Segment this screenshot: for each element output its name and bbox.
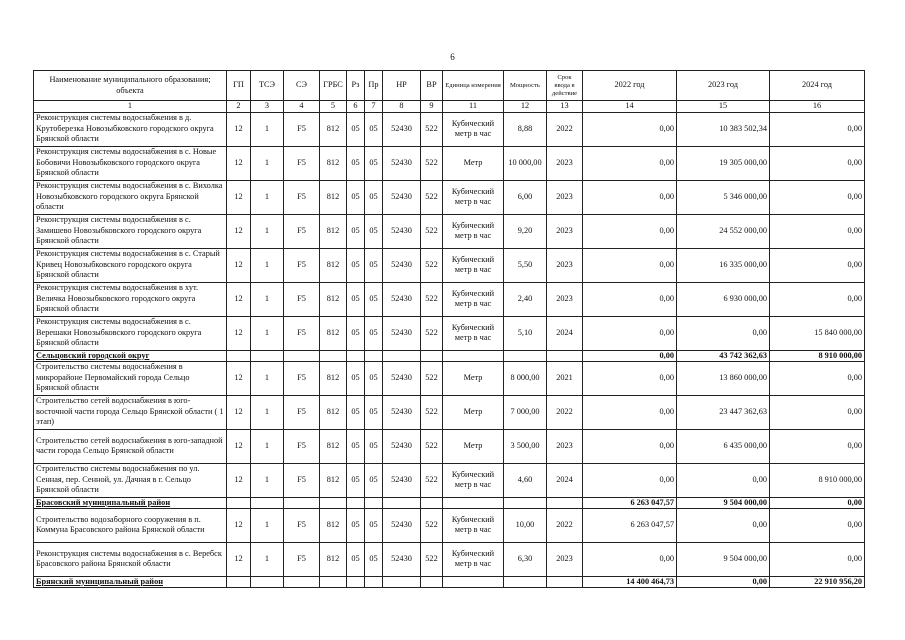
cell-grbs: 812 xyxy=(320,146,347,180)
empty-cell xyxy=(547,576,583,587)
table-row xyxy=(34,282,865,316)
cell-se: F5 xyxy=(284,361,320,395)
cell-2024: 8 910 000,00 xyxy=(770,463,865,497)
row-name: Реконструкция системы водоснабжения в с. Веребск Брасовского района Брянской области xyxy=(34,542,227,576)
cell-nr: 52430 xyxy=(383,146,421,180)
cell-grbs: 812 xyxy=(320,395,347,429)
empty-cell xyxy=(383,497,421,508)
cell-2023: 0,00 xyxy=(677,316,770,350)
cell-unit: Кубический метр в час xyxy=(443,112,504,146)
cell-nr: 52430 xyxy=(383,361,421,395)
empty-cell xyxy=(284,497,320,508)
cell-nr: 52430 xyxy=(383,180,421,214)
header-row xyxy=(34,71,865,101)
cell-power: 4,60 xyxy=(504,463,547,497)
cell-rz: 05 xyxy=(347,180,365,214)
col-num: 12 xyxy=(504,101,547,113)
cell-unit: Метр xyxy=(443,146,504,180)
col-num: 6 xyxy=(347,101,365,113)
cell-tse: 1 xyxy=(251,463,284,497)
cell-power: 7 000,00 xyxy=(504,395,547,429)
cell-power: 5,50 xyxy=(504,248,547,282)
cell-2024: 0,00 xyxy=(770,146,865,180)
cell-gp: 12 xyxy=(227,112,251,146)
cell-tse: 1 xyxy=(251,112,284,146)
cell-unit: Кубический метр в час xyxy=(443,214,504,248)
cell-2022: 0,00 xyxy=(583,395,677,429)
empty-cell xyxy=(347,576,365,587)
cell-grbs: 812 xyxy=(320,508,347,542)
empty-cell xyxy=(547,497,583,508)
cell-2022: 0,00 xyxy=(583,112,677,146)
col-num: 8 xyxy=(383,101,421,113)
cell-year: 2024 xyxy=(547,463,583,497)
cell-grbs: 812 xyxy=(320,316,347,350)
cell-gp: 12 xyxy=(227,508,251,542)
group-total-2022: 6 263 047,57 xyxy=(583,497,677,508)
table-row xyxy=(34,112,865,146)
cell-2024: 0,00 xyxy=(770,508,865,542)
row-name: Реконструкция системы водоснабжения в с. Замишево Новозыбковского городского округа Брянской области xyxy=(34,214,227,248)
empty-cell xyxy=(504,497,547,508)
empty-cell xyxy=(443,497,504,508)
col-num: 4 xyxy=(284,101,320,113)
header-se: СЭ xyxy=(284,71,320,101)
cell-rz: 05 xyxy=(347,248,365,282)
cell-vr: 522 xyxy=(421,180,443,214)
cell-year: 2022 xyxy=(547,508,583,542)
header-unit: Единица измерения xyxy=(443,71,504,101)
cell-tse: 1 xyxy=(251,429,284,463)
cell-gp: 12 xyxy=(227,429,251,463)
cell-power: 3 500,00 xyxy=(504,429,547,463)
cell-unit: Кубический метр в час xyxy=(443,542,504,576)
cell-se: F5 xyxy=(284,282,320,316)
cell-tse: 1 xyxy=(251,146,284,180)
cell-nr: 52430 xyxy=(383,395,421,429)
cell-pr: 05 xyxy=(365,429,383,463)
cell-grbs: 812 xyxy=(320,361,347,395)
cell-vr: 522 xyxy=(421,248,443,282)
cell-year: 2023 xyxy=(547,542,583,576)
cell-tse: 1 xyxy=(251,180,284,214)
group-total-2023: 43 742 362,63 xyxy=(677,350,770,361)
empty-cell xyxy=(383,350,421,361)
empty-cell xyxy=(347,497,365,508)
header-2024: 2024 год xyxy=(770,71,865,101)
cell-unit: Кубический метр в час xyxy=(443,463,504,497)
cell-2022: 0,00 xyxy=(583,316,677,350)
cell-vr: 522 xyxy=(421,112,443,146)
empty-cell xyxy=(251,350,284,361)
col-num: 2 xyxy=(227,101,251,113)
table-row xyxy=(34,214,865,248)
cell-2023: 9 504 000,00 xyxy=(677,542,770,576)
cell-2024: 15 840 000,00 xyxy=(770,316,865,350)
table-row xyxy=(34,542,865,576)
cell-nr: 52430 xyxy=(383,429,421,463)
cell-rz: 05 xyxy=(347,542,365,576)
cell-year: 2022 xyxy=(547,112,583,146)
cell-2022: 0,00 xyxy=(583,180,677,214)
table-row xyxy=(34,180,865,214)
cell-2023: 19 305 000,00 xyxy=(677,146,770,180)
header-name: Наименование муниципального образования; объекта xyxy=(34,71,227,101)
cell-se: F5 xyxy=(284,112,320,146)
group-name: Сельцовский городской округ xyxy=(34,350,227,361)
group-total-2024: 22 910 956,20 xyxy=(770,576,865,587)
header-power: Мощность xyxy=(504,71,547,101)
cell-se: F5 xyxy=(284,508,320,542)
cell-se: F5 xyxy=(284,395,320,429)
cell-vr: 522 xyxy=(421,395,443,429)
header-gp: ГП xyxy=(227,71,251,101)
cell-grbs: 812 xyxy=(320,542,347,576)
cell-rz: 05 xyxy=(347,112,365,146)
cell-2023: 6 435 000,00 xyxy=(677,429,770,463)
cell-grbs: 812 xyxy=(320,214,347,248)
cell-pr: 05 xyxy=(365,146,383,180)
cell-nr: 52430 xyxy=(383,508,421,542)
header-tse: ТСЭ xyxy=(251,71,284,101)
col-num: 15 xyxy=(677,101,770,113)
cell-se: F5 xyxy=(284,146,320,180)
header-nr: НР xyxy=(383,71,421,101)
cell-se: F5 xyxy=(284,542,320,576)
cell-unit: Кубический метр в час xyxy=(443,282,504,316)
cell-year: 2023 xyxy=(547,282,583,316)
cell-year: 2023 xyxy=(547,429,583,463)
cell-rz: 05 xyxy=(347,361,365,395)
cell-2024: 0,00 xyxy=(770,542,865,576)
cell-rz: 05 xyxy=(347,395,365,429)
cell-2023: 5 346 000,00 xyxy=(677,180,770,214)
empty-cell xyxy=(421,497,443,508)
cell-gp: 12 xyxy=(227,542,251,576)
cell-se: F5 xyxy=(284,180,320,214)
row-name: Строительство сетей водоснабжения в юго-западной части города Сельцо Брянской области xyxy=(34,429,227,463)
cell-vr: 522 xyxy=(421,361,443,395)
col-num: 9 xyxy=(421,101,443,113)
cell-power: 8 000,00 xyxy=(504,361,547,395)
header-year: Срок ввода в действие xyxy=(547,71,583,101)
cell-pr: 05 xyxy=(365,282,383,316)
cell-gp: 12 xyxy=(227,463,251,497)
cell-year: 2023 xyxy=(547,248,583,282)
group-total-2024: 0,00 xyxy=(770,497,865,508)
cell-pr: 05 xyxy=(365,508,383,542)
cell-unit: Метр xyxy=(443,395,504,429)
cell-2022: 0,00 xyxy=(583,146,677,180)
cell-2022: 6 263 047,57 xyxy=(583,508,677,542)
cell-unit: Кубический метр в час xyxy=(443,508,504,542)
cell-se: F5 xyxy=(284,463,320,497)
group-name: Брасовский муниципальный район xyxy=(34,497,227,508)
cell-nr: 52430 xyxy=(383,214,421,248)
cell-year: 2023 xyxy=(547,180,583,214)
row-name: Строительство водозаборного сооружения в п. Коммуна Брасовского района Брянской области xyxy=(34,508,227,542)
cell-se: F5 xyxy=(284,316,320,350)
cell-unit: Кубический метр в час xyxy=(443,180,504,214)
cell-pr: 05 xyxy=(365,395,383,429)
cell-2023: 24 552 000,00 xyxy=(677,214,770,248)
row-name: Строительство системы водоснабжения в микрорайоне Первомайский города Сельцо Брянской области xyxy=(34,361,227,395)
cell-2024: 0,00 xyxy=(770,361,865,395)
empty-cell xyxy=(284,576,320,587)
table-row xyxy=(34,429,865,463)
empty-cell xyxy=(320,350,347,361)
row-name: Строительство сетей водоснабжения в юго-восточной части города Сельцо Брянской области ( 1 этап) xyxy=(34,395,227,429)
cell-gp: 12 xyxy=(227,146,251,180)
cell-2022: 0,00 xyxy=(583,214,677,248)
cell-pr: 05 xyxy=(365,214,383,248)
cell-tse: 1 xyxy=(251,316,284,350)
cell-2022: 0,00 xyxy=(583,429,677,463)
empty-cell xyxy=(504,350,547,361)
group-row xyxy=(34,497,865,508)
cell-rz: 05 xyxy=(347,146,365,180)
cell-power: 5,10 xyxy=(504,316,547,350)
row-name: Строительство системы водоснабжения по ул. Сенная, пер. Сенной, ул. Дачная в г. Сельцо Брянской области xyxy=(34,463,227,497)
cell-2022: 0,00 xyxy=(583,282,677,316)
col-num: 16 xyxy=(770,101,865,113)
header-pr: Пр xyxy=(365,71,383,101)
cell-2023: 23 447 362,63 xyxy=(677,395,770,429)
cell-power: 2,40 xyxy=(504,282,547,316)
empty-cell xyxy=(421,350,443,361)
empty-cell xyxy=(365,350,383,361)
cell-rz: 05 xyxy=(347,508,365,542)
cell-nr: 52430 xyxy=(383,463,421,497)
group-row xyxy=(34,350,865,361)
empty-cell xyxy=(365,497,383,508)
cell-2024: 0,00 xyxy=(770,282,865,316)
cell-2024: 0,00 xyxy=(770,180,865,214)
table-row xyxy=(34,316,865,350)
cell-tse: 1 xyxy=(251,361,284,395)
col-num: 13 xyxy=(547,101,583,113)
cell-nr: 52430 xyxy=(383,316,421,350)
cell-vr: 522 xyxy=(421,282,443,316)
table-row xyxy=(34,395,865,429)
empty-cell xyxy=(547,350,583,361)
group-total-2022: 14 400 464,73 xyxy=(583,576,677,587)
cell-2024: 0,00 xyxy=(770,248,865,282)
header-grbs: ГРБС xyxy=(320,71,347,101)
cell-2022: 0,00 xyxy=(583,542,677,576)
row-name: Реконструкция системы водоснабжения в с. Вихолка Новозыбковского городского округа Брянской области xyxy=(34,180,227,214)
row-name: Реконструкция системы водоснабжения в с. Верешаки Новозыбковского городского округа Брянской области xyxy=(34,316,227,350)
empty-cell xyxy=(227,497,251,508)
empty-cell xyxy=(284,350,320,361)
cell-power: 10 000,00 xyxy=(504,146,547,180)
cell-nr: 52430 xyxy=(383,282,421,316)
cell-nr: 52430 xyxy=(383,112,421,146)
cell-year: 2024 xyxy=(547,316,583,350)
cell-2023: 0,00 xyxy=(677,508,770,542)
cell-year: 2023 xyxy=(547,146,583,180)
header-vr: ВР xyxy=(421,71,443,101)
cell-pr: 05 xyxy=(365,361,383,395)
cell-gp: 12 xyxy=(227,395,251,429)
cell-pr: 05 xyxy=(365,463,383,497)
cell-pr: 05 xyxy=(365,542,383,576)
cell-unit: Кубический метр в час xyxy=(443,316,504,350)
empty-cell xyxy=(443,350,504,361)
empty-cell xyxy=(383,576,421,587)
cell-vr: 522 xyxy=(421,429,443,463)
table-row xyxy=(34,463,865,497)
cell-vr: 522 xyxy=(421,214,443,248)
col-num: 5 xyxy=(320,101,347,113)
table-row xyxy=(34,146,865,180)
group-total-2024: 8 910 000,00 xyxy=(770,350,865,361)
cell-pr: 05 xyxy=(365,248,383,282)
cell-tse: 1 xyxy=(251,282,284,316)
cell-gp: 12 xyxy=(227,316,251,350)
cell-gp: 12 xyxy=(227,214,251,248)
empty-cell xyxy=(227,350,251,361)
cell-2022: 0,00 xyxy=(583,361,677,395)
row-name: Реконструкция системы водоснабжения в с. Новые Бобовичи Новозыбковского городского округа Брянской области xyxy=(34,146,227,180)
cell-rz: 05 xyxy=(347,282,365,316)
header-2022: 2022 год xyxy=(583,71,677,101)
cell-2024: 0,00 xyxy=(770,112,865,146)
cell-year: 2021 xyxy=(547,361,583,395)
cell-2022: 0,00 xyxy=(583,463,677,497)
group-total-2023: 9 504 000,00 xyxy=(677,497,770,508)
cell-2023: 10 383 502,34 xyxy=(677,112,770,146)
cell-pr: 05 xyxy=(365,112,383,146)
cell-grbs: 812 xyxy=(320,112,347,146)
cell-power: 6,00 xyxy=(504,180,547,214)
row-name: Реконструкция системы водоснабжения в д. Крутоберезка Новозыбковского городского округа Брянской области xyxy=(34,112,227,146)
group-row xyxy=(34,576,865,587)
empty-cell xyxy=(365,576,383,587)
cell-se: F5 xyxy=(284,248,320,282)
group-total-2022: 0,00 xyxy=(583,350,677,361)
cell-grbs: 812 xyxy=(320,429,347,463)
empty-cell xyxy=(443,576,504,587)
cell-gp: 12 xyxy=(227,361,251,395)
cell-rz: 05 xyxy=(347,463,365,497)
row-name: Реконструкция системы водоснабжения в хут. Величка Новозыбковского городского округа Брянской области xyxy=(34,282,227,316)
cell-grbs: 812 xyxy=(320,180,347,214)
cell-rz: 05 xyxy=(347,429,365,463)
group-name: Брянский муниципальный район xyxy=(34,576,227,587)
cell-rz: 05 xyxy=(347,214,365,248)
cell-unit: Метр xyxy=(443,429,504,463)
cell-tse: 1 xyxy=(251,542,284,576)
page-number: 6 xyxy=(450,52,455,62)
cell-pr: 05 xyxy=(365,180,383,214)
cell-se: F5 xyxy=(284,214,320,248)
empty-cell xyxy=(347,350,365,361)
column-number-row xyxy=(34,101,865,113)
cell-power: 10,00 xyxy=(504,508,547,542)
cell-tse: 1 xyxy=(251,248,284,282)
cell-year: 2022 xyxy=(547,395,583,429)
cell-vr: 522 xyxy=(421,542,443,576)
table-row xyxy=(34,508,865,542)
cell-2022: 0,00 xyxy=(583,248,677,282)
table-row xyxy=(34,248,865,282)
cell-grbs: 812 xyxy=(320,282,347,316)
cell-gp: 12 xyxy=(227,248,251,282)
table-row xyxy=(34,361,865,395)
cell-vr: 522 xyxy=(421,508,443,542)
cell-unit: Кубический метр в час xyxy=(443,248,504,282)
col-num: 11 xyxy=(443,101,504,113)
cell-grbs: 812 xyxy=(320,463,347,497)
budget-table xyxy=(33,70,865,588)
row-name: Реконструкция системы водоснабжения в с. Старый Кривец Новозыбковского городского округа Брянской области xyxy=(34,248,227,282)
cell-gp: 12 xyxy=(227,180,251,214)
cell-tse: 1 xyxy=(251,508,284,542)
cell-year: 2023 xyxy=(547,214,583,248)
cell-power: 8,88 xyxy=(504,112,547,146)
cell-power: 9,20 xyxy=(504,214,547,248)
cell-2023: 0,00 xyxy=(677,463,770,497)
cell-2023: 16 335 000,00 xyxy=(677,248,770,282)
cell-se: F5 xyxy=(284,429,320,463)
cell-pr: 05 xyxy=(365,316,383,350)
empty-cell xyxy=(251,497,284,508)
cell-gp: 12 xyxy=(227,282,251,316)
cell-2023: 13 860 000,00 xyxy=(677,361,770,395)
cell-vr: 522 xyxy=(421,316,443,350)
cell-2023: 6 930 000,00 xyxy=(677,282,770,316)
col-num: 7 xyxy=(365,101,383,113)
cell-tse: 1 xyxy=(251,395,284,429)
cell-nr: 52430 xyxy=(383,248,421,282)
header-2023: 2023 год xyxy=(677,71,770,101)
cell-power: 6,30 xyxy=(504,542,547,576)
cell-grbs: 812 xyxy=(320,248,347,282)
empty-cell xyxy=(504,576,547,587)
cell-nr: 52430 xyxy=(383,542,421,576)
group-total-2023: 0,00 xyxy=(677,576,770,587)
empty-cell xyxy=(421,576,443,587)
cell-2024: 0,00 xyxy=(770,214,865,248)
empty-cell xyxy=(227,576,251,587)
cell-unit: Метр xyxy=(443,361,504,395)
col-num: 14 xyxy=(583,101,677,113)
cell-rz: 05 xyxy=(347,316,365,350)
header-rz: Рз xyxy=(347,71,365,101)
cell-vr: 522 xyxy=(421,463,443,497)
cell-tse: 1 xyxy=(251,214,284,248)
empty-cell xyxy=(320,576,347,587)
col-num: 3 xyxy=(251,101,284,113)
empty-cell xyxy=(251,576,284,587)
cell-2024: 0,00 xyxy=(770,429,865,463)
cell-2024: 0,00 xyxy=(770,395,865,429)
col-num: 1 xyxy=(34,101,227,113)
empty-cell xyxy=(320,497,347,508)
cell-vr: 522 xyxy=(421,146,443,180)
